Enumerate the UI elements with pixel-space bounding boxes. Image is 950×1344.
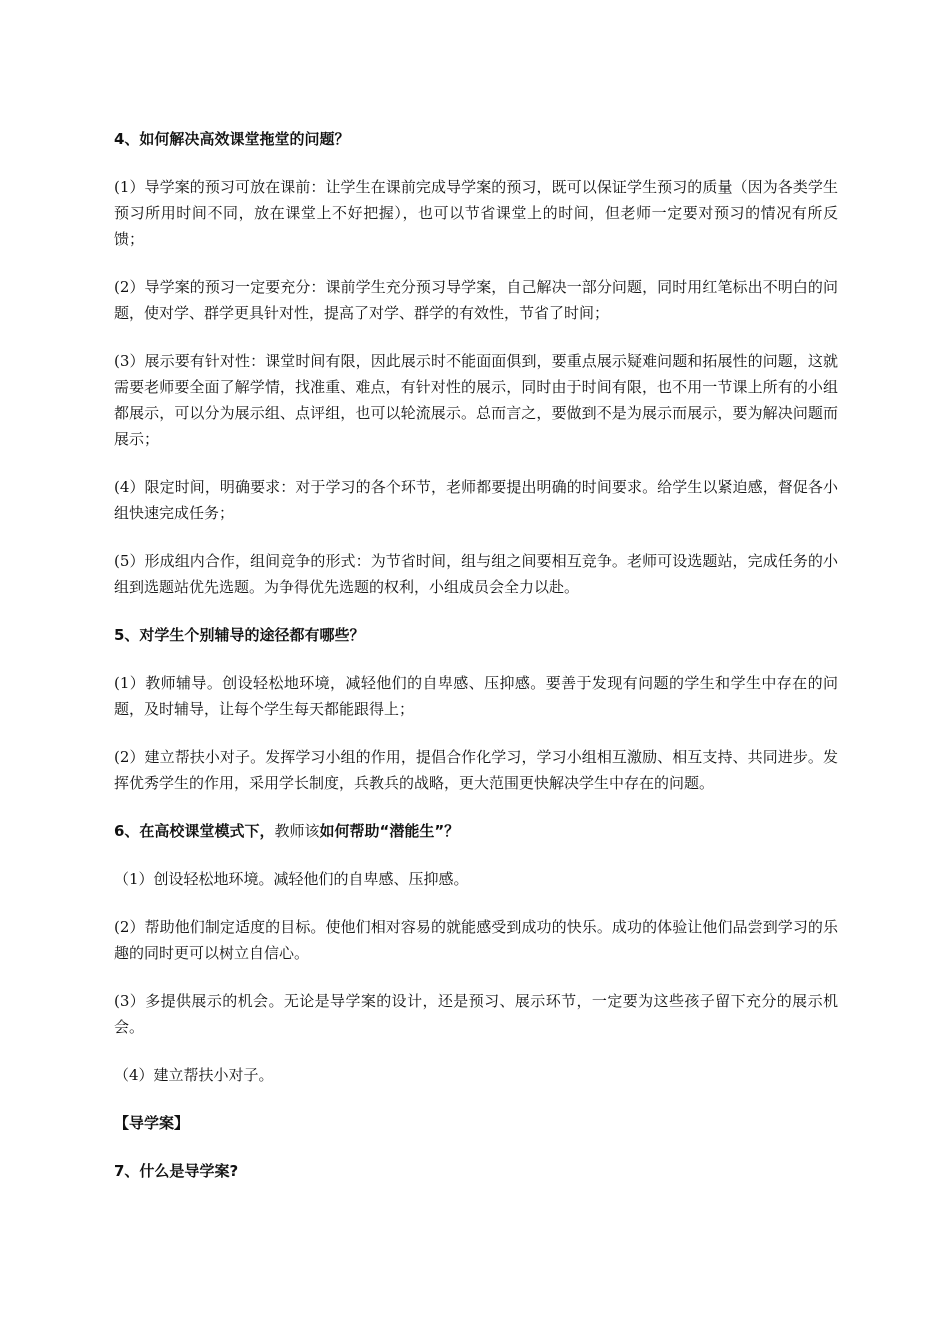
paragraph: (2）建立帮扶小对子。发挥学习小组的作用，提倡合作化学习，学习小组相互激励、相互支持、共同进步。发挥优秀学生的作用，采用学长制度，兵教兵的战略，更大范围更快解决学生中存在的问题。 [114, 748, 838, 792]
section-heading-6 [114, 818, 838, 844]
section-heading-guide: 【导学案】 [114, 1114, 190, 1132]
paragraph: （1）创设轻松地环境。减轻他们的自卑感、压抑感。 [114, 870, 469, 888]
paragraph: (2）导学案的预习一定要充分：课前学生充分预习导学案，自己解决一部分问题，同时用红笔标出不明白的问题，使对学、群学更具针对性，提高了对学、群学的有效性，节省了时间； [114, 278, 838, 322]
heading-part: 6、在高校课堂模式下， [114, 822, 275, 840]
paragraph: (2）帮助他们制定适度的目标。使他们相对容易的就能感受到成功的快乐。成功的体验让他们品尝到学习的乐趣的同时更可以树立自信心。 [114, 918, 838, 962]
section-heading-5: 5、对学生个别辅导的途径都有哪些？ [114, 626, 365, 644]
paragraph: (4）限定时间，明确要求：对于学习的各个环节，老师都要提出明确的时间要求。给学生以紧迫感，督促各小组快速完成任务； [114, 478, 838, 522]
paragraph: (3）多提供展示的机会。无论是导学案的设计，还是预习、展示环节，一定要为这些孩子留下充分的展示机会。 [114, 992, 838, 1036]
section-heading-7: 7、什么是导学案? [114, 1162, 239, 1180]
heading-part: 如何帮助“潜能生”？ [319, 822, 460, 840]
paragraph: (5）形成组内合作，组间竞争的形式：为节省时间，组与组之间要相互竞争。老师可设选题站，完成任务的小组到选题站优先选题。为争得优先选题的权利，小组成员会全力以赴。 [114, 552, 838, 596]
paragraph: (1）导学案的预习可放在课前：让学生在课前完成导学案的预习，既可以保证学生预习的质量（因为各类学生预习所用时间不同，放在课堂上不好把握），也可以节省课堂上的时间，但老师一定要对预习的情况有所反馈； [114, 178, 838, 248]
paragraph: (1）教师辅导。创设轻松地环境，减轻他们的自卑感、压抑感。要善于发现有问题的学生和学生中存在的问题，及时辅导，让每个学生每天都能跟得上； [114, 674, 838, 718]
section-heading-4: 4、如何解决高效课堂拖堂的问题？ [114, 130, 350, 148]
paragraph: （4）建立帮扶小对子。 [114, 1066, 274, 1084]
document-page [114, 126, 838, 1206]
heading-part-normal: 教师该 [274, 822, 320, 840]
paragraph: (3）展示要有针对性：课堂时间有限，因此展示时不能面面俱到，要重点展示疑难问题和拓展性的问题，这就需要老师要全面了解学情，找准重、难点，有针对性的展示，同时由于时间有限，也不用一节课上所有的小组都展示，可以分为展示组、点评组，也可以轮流展示。总而言之，要做到不是为展示而展示，要为解决问题而展示； [114, 352, 838, 448]
